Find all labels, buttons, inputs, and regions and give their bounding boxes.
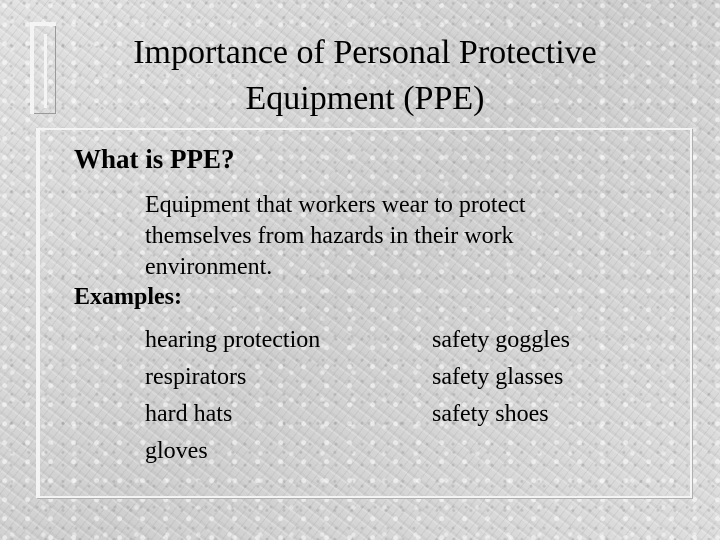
content-frame [36, 128, 692, 498]
list-item: hard hats [145, 401, 233, 427]
list-item: safety glasses [432, 364, 564, 390]
examples-list-right [432, 322, 570, 433]
ppe-definition: Equipment that workers wear to protect themselves from hazards in their work environment. [145, 192, 526, 280]
list-item: safety goggles [432, 327, 570, 353]
title-bracket-inner-decoration [44, 34, 57, 108]
list-item: hearing protection [145, 327, 321, 353]
content-bar-decoration [36, 128, 50, 498]
list-item: gloves [145, 438, 208, 464]
list-item: safety shoes [432, 401, 549, 427]
list-item: respirators [145, 364, 247, 390]
slide-title: Importance of Personal Protective Equipment (PPE) [133, 34, 597, 117]
question-heading: What is PPE? [74, 144, 235, 174]
examples-list-left [145, 322, 320, 470]
examples-heading: Examples: [74, 284, 182, 310]
